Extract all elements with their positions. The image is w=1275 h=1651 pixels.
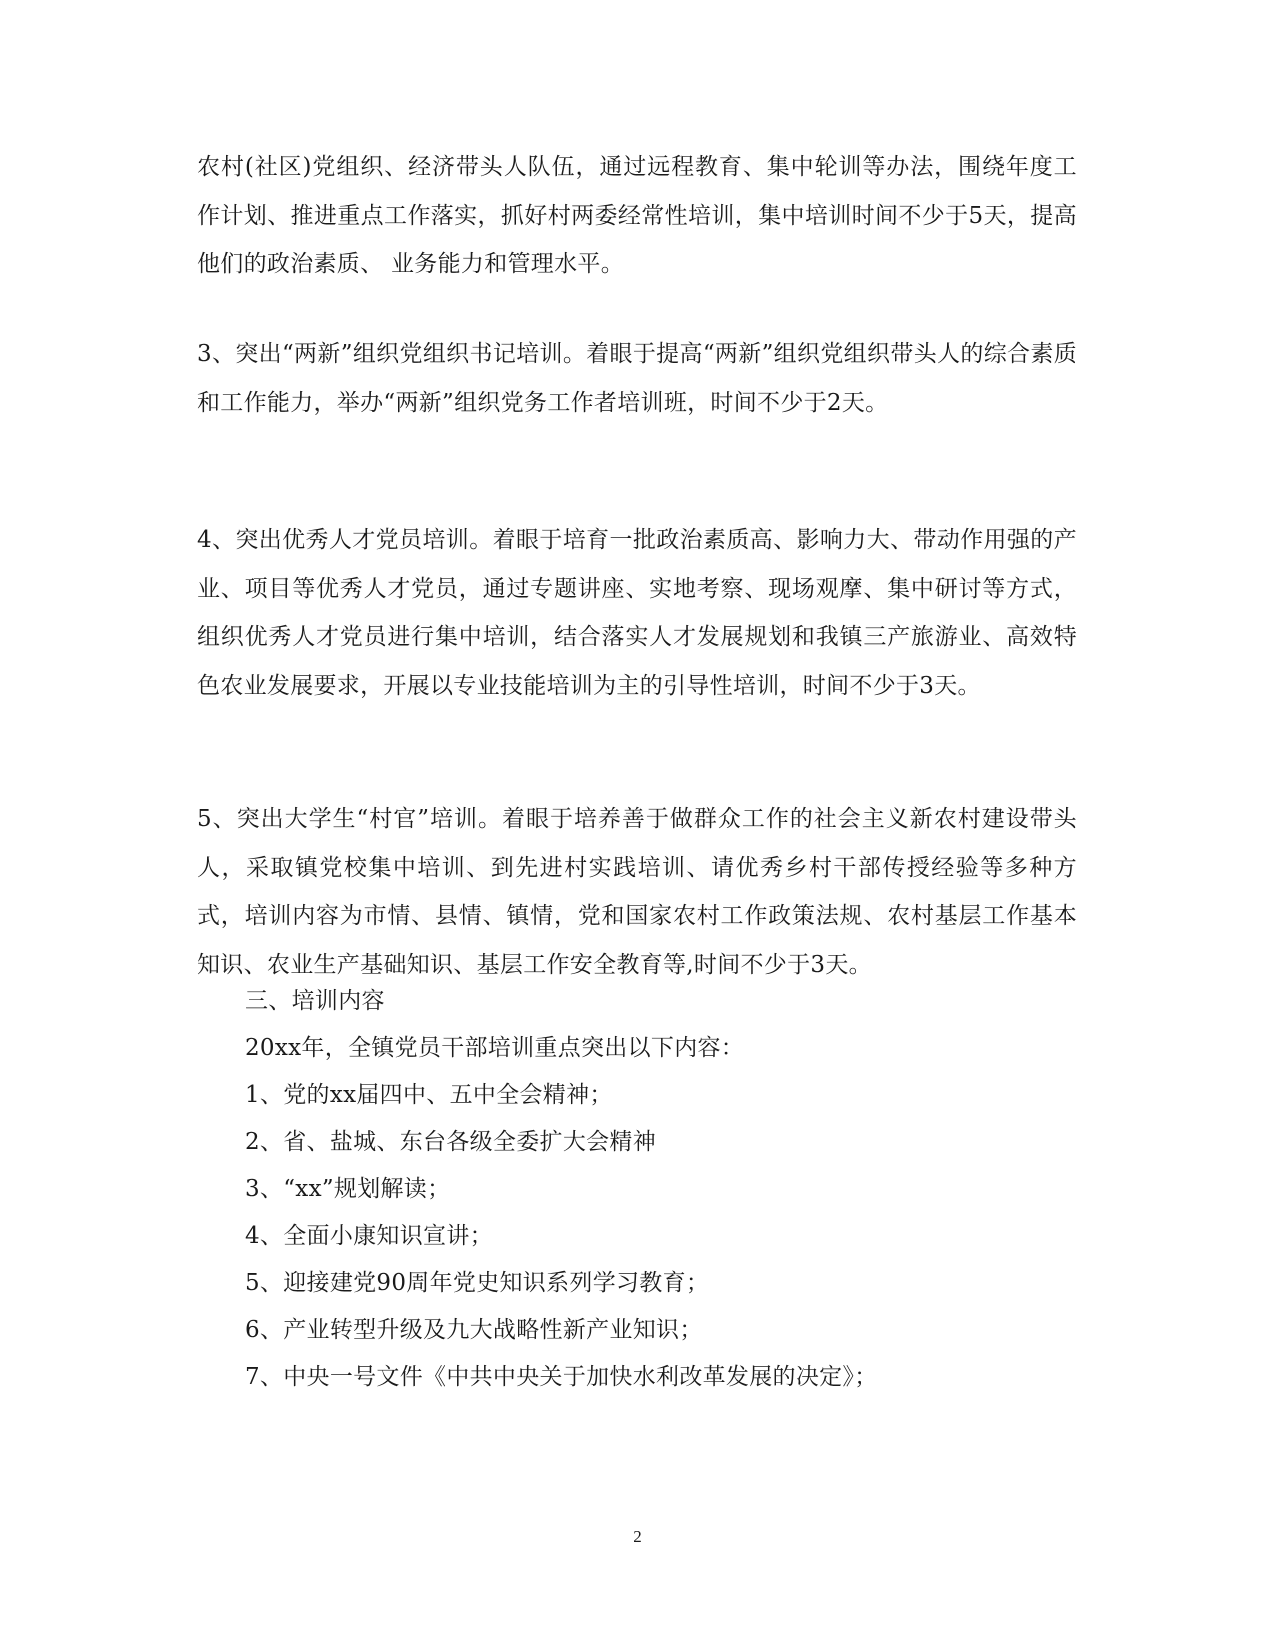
list-item: 1、党的xx届四中、五中全会精神； xyxy=(245,1082,613,1108)
paragraph-continued: 农村(社区)党组织、经济带头人队伍，通过远程教育、集中轮训等办法，围绕年度工作计划、推进重点工作落实，抓好村两委经常性培训，集中培训时间不少于5天，提高他们的政治素质、 业务能力和管理水平。 xyxy=(197,154,1077,277)
paragraph-item-5: 5、突出大学生“村官”培训。着眼于培养善于做群众工作的社会主义新农村建设带头人，采取镇党校集中培训、到先进村实践培训、请优秀乡村干部传授经验等多种方式，培训内容为市情、县情、镇情，党和国家农村工作政策法规、农村基层工作基本知识、农业生产基础知识、基层工作安全教育等,时间不少于3天。 xyxy=(197,806,1077,978)
page-number: 2 xyxy=(633,1527,642,1546)
section-intro: 20xx年，全镇党员干部培训重点突出以下内容： xyxy=(245,1035,745,1061)
list-item: 7、中央一号文件《中共中央关于加快水利改革发展的决定》； xyxy=(245,1364,878,1390)
paragraph-item-3: 3、突出“两新”组织党组织书记培训。着眼于提高“两新”组织党组织带头人的综合素质和工作能力，举办“两新”组织党务工作者培训班，时间不少于2天。 xyxy=(197,341,1077,416)
paragraph-item-4: 4、突出优秀人才党员培训。着眼于培育一批政治素质高、影响力大、带动作用强的产业、项目等优秀人才党员，通过专题讲座、实地考察、现场观摩、集中研讨等方式，组织优秀人才党员进行集中培训，结合落实人才发展规划和我镇三产旅游业、高效特色农业发展要求，开展以专业技能培训为主的引导性培训，时间不少于3天。 xyxy=(197,527,1077,699)
list-item: 4、全面小康知识宣讲； xyxy=(245,1223,493,1249)
list-item: 3、“xx”规划解读； xyxy=(245,1176,451,1202)
list-item: 6、产业转型升级及九大战略性新产业知识； xyxy=(245,1317,703,1343)
section-heading: 三、培训内容 xyxy=(245,988,385,1014)
list-item: 5、迎接建党90周年党史知识系列学习教育； xyxy=(245,1270,710,1296)
list-item: 2、省、盐城、东台各级全委扩大会精神 xyxy=(245,1129,657,1155)
